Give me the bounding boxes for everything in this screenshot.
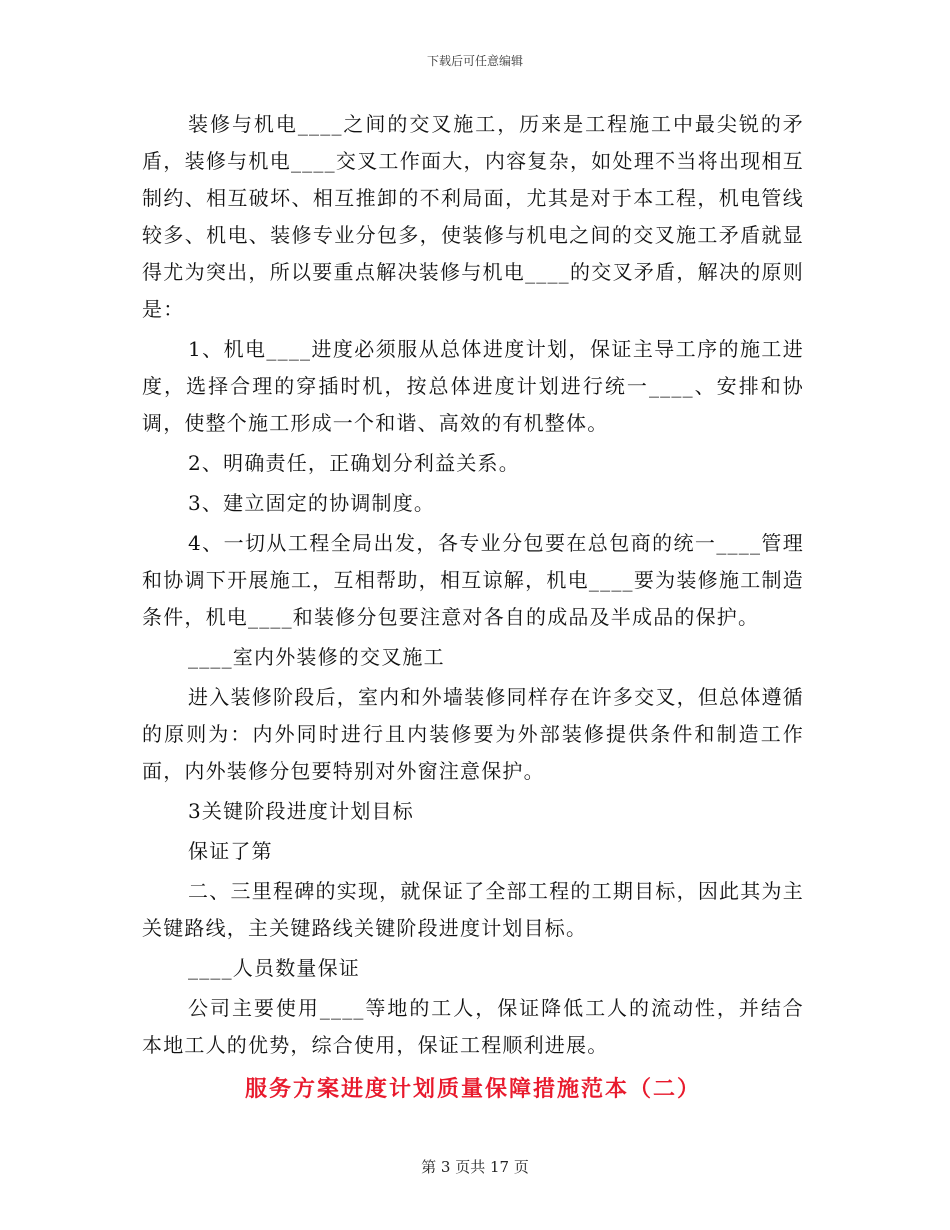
paragraph-item-2: 2、明确责任，正确划分利益关系。 (188, 451, 520, 475)
paragraph-item-3: 3、建立固定的协调制度。 (188, 491, 436, 515)
section-heading-interior-exterior: ____室内外装修的交叉施工 (188, 645, 445, 669)
paragraph-staffing: 公司主要使用____等地的工人，保证降低工人的流动性，并结合本地工人的优势，综合使用，保证工程顺利进展。 (142, 996, 804, 1057)
paragraph-item-1: 1、机电____进度必须服从总体进度计划，保证主导工序的施工进度，选择合理的穿插时机，按总体进度计划进行统一____、安排和协调，使整个施工形成一个和谐、高效的有机整体。 (142, 337, 804, 435)
paragraph-item-4: 4、一切从工程全局出发，各专业分包要在总包商的统一____管理和协调下开展施工，互相帮助，相互谅解，机电____要为装修施工制造条件，机电____和装修分包要注意对各自的成品及半成品的保护。 (142, 531, 804, 629)
page-footer: 第 3 页共 17 页 (421, 1158, 529, 1176)
paragraph-guarantee: 保证了第 (188, 839, 273, 863)
section-heading-staffing: ____人员数量保证 (188, 956, 360, 980)
document-body (142, 106, 804, 1110)
document-title: 服务方案进度计划质量保障措施范本（二） (244, 1077, 701, 1102)
section-heading-key-stage: 3关键阶段进度计划目标 (188, 799, 414, 823)
paragraph-intro: 装修与机电____之间的交叉施工，历来是工程施工中最尖锐的矛盾，装修与机电____交叉工作面大，内容复杂，如处理不当将出现相互制约、相互破坏、相互推卸的不利局面，尤其是对于本工程，机电管线较多、机电、装修专业分包多，使装修与机电之间的交叉施工矛盾就显得尤为突出，所以要重点解决装修与机电____的交叉矛盾，解决的原则是： (142, 112, 804, 321)
paragraph-milestone: 二、三里程碑的实现，就保证了全部工程的工期目标，因此其为主关键路线，主关键路线关键阶段进度计划目标。 (142, 879, 804, 940)
paragraph-interior-exterior: 进入装修阶段后，室内和外墙装修同样存在许多交叉，但总体遵循的原则为：内外同时进行且内装修要为外部装修提供条件和制造工作面，内外装修分包要特别对外窗注意保护。 (142, 685, 804, 783)
page-header: 下载后可任意编辑 (426, 54, 523, 68)
